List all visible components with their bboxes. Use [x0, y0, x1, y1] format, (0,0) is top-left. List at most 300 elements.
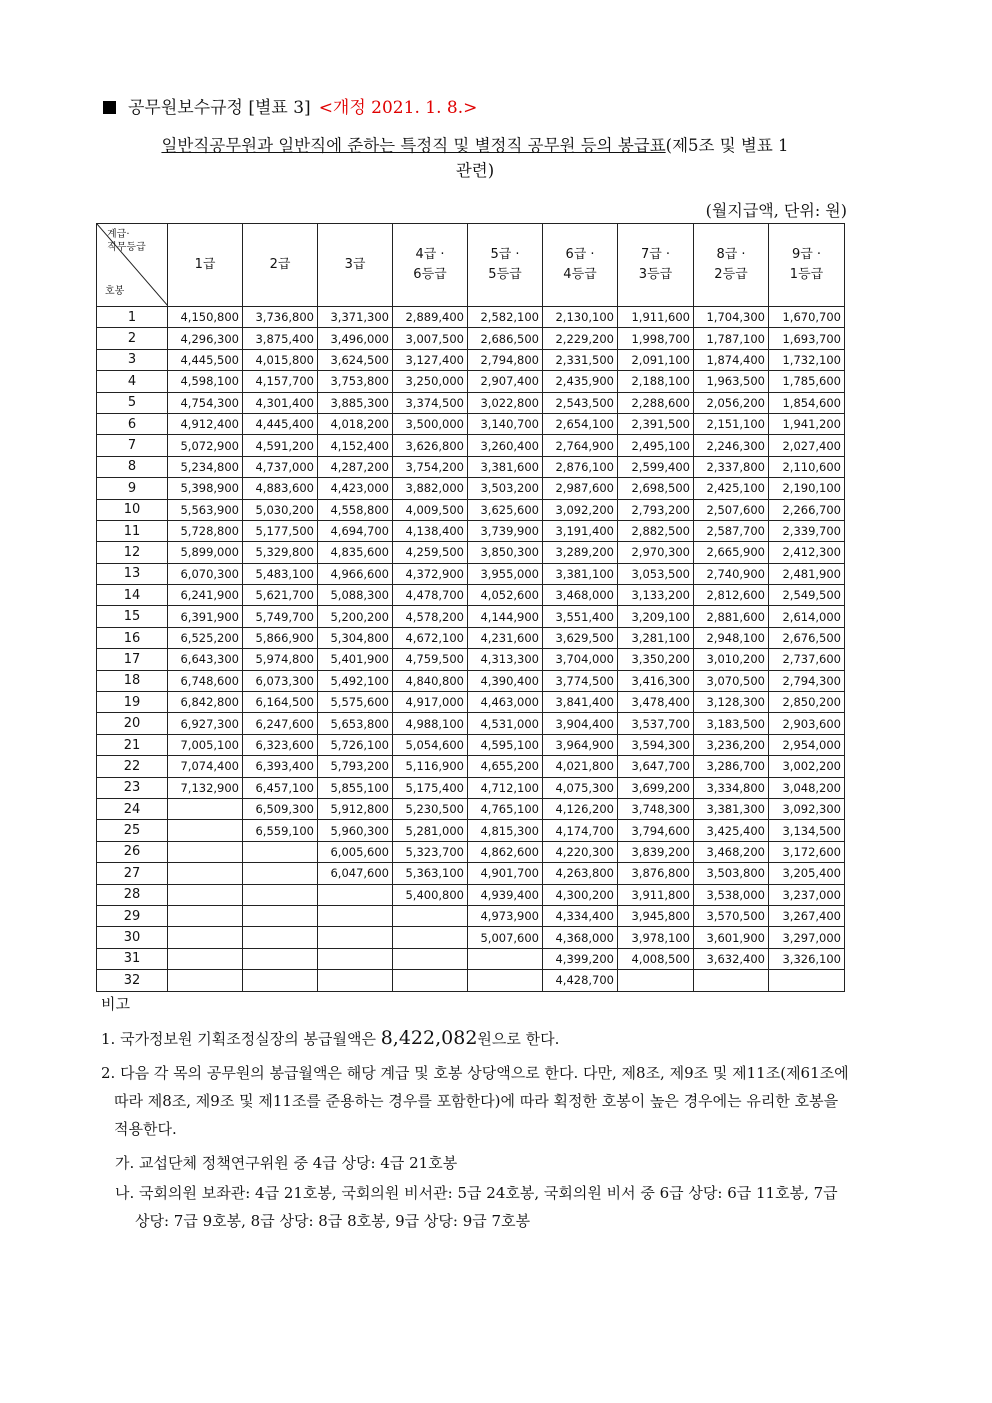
salary-cell: 3,022,800: [468, 392, 543, 413]
step-cell: 26: [97, 841, 168, 862]
salary-cell: 2,948,100: [694, 627, 769, 648]
step-cell: 11: [97, 520, 168, 541]
step-cell: 17: [97, 649, 168, 670]
salary-cell: 6,070,300: [168, 563, 243, 584]
salary-cell: 2,686,500: [468, 328, 543, 349]
salary-cell: 2,110,600: [769, 456, 845, 477]
step-cell: 15: [97, 606, 168, 627]
salary-cell: 4,672,100: [393, 627, 468, 648]
salary-cell: 3,267,400: [769, 905, 845, 926]
salary-cell: 3,191,400: [543, 520, 618, 541]
corner-grade-label: 계급· 직무등급: [107, 229, 146, 253]
salary-cell: 4,973,900: [468, 905, 543, 926]
salary-cell: 1,787,100: [694, 328, 769, 349]
salary-cell: 4,478,700: [393, 585, 468, 606]
regulation-title: 공무원보수규정 [별표 3]: [128, 98, 311, 118]
salary-cell: 2,507,600: [694, 499, 769, 520]
salary-cell: 3,629,500: [543, 627, 618, 648]
remark-item-2: 2. 다음 각 목의 공무원의 봉급월액은 해당 계급 및 호봉 상당액으로 한다. 다만, 제8조, 제9조 및 제11조(제61조에 따라 제8조, 제9조 및 제11조를 준용하는 경우를 포함한다)에 따라 획정한 호봉이 높은 경우에는 유리한 호봉을 적용한다.: [101, 1064, 849, 1138]
salary-cell: 4,287,200: [318, 456, 393, 477]
salary-cell: 3,538,000: [694, 884, 769, 905]
step-cell: 24: [97, 798, 168, 819]
salary-cell: 1,785,600: [769, 371, 845, 392]
step-cell: 4: [97, 371, 168, 392]
step-cell: 20: [97, 713, 168, 734]
salary-cell: [168, 841, 243, 862]
column-header: 3급: [318, 224, 393, 307]
step-cell: 18: [97, 670, 168, 691]
salary-cell: 4,052,600: [468, 585, 543, 606]
salary-cell: 3,496,000: [318, 328, 393, 349]
salary-cell: 4,531,000: [468, 713, 543, 734]
salary-cell: 2,764,900: [543, 435, 618, 456]
salary-cell: 5,563,900: [168, 499, 243, 520]
salary-cell: 4,917,000: [393, 692, 468, 713]
salary-cell: 5,175,400: [393, 777, 468, 798]
salary-cell: 3,570,500: [694, 905, 769, 926]
salary-cell: [468, 970, 543, 991]
table-row: [97, 670, 845, 691]
salary-cell: 3,551,400: [543, 606, 618, 627]
salary-cell: 3,503,200: [468, 478, 543, 499]
step-cell: 6: [97, 413, 168, 434]
salary-cell: 4,263,800: [543, 863, 618, 884]
table-row: [97, 499, 845, 520]
salary-cell: 6,927,300: [168, 713, 243, 734]
salary-cell: 5,726,100: [318, 734, 393, 755]
salary-cell: 3,876,800: [618, 863, 694, 884]
corner-header: [97, 224, 168, 307]
salary-cell: 4,075,300: [543, 777, 618, 798]
salary-cell: 2,331,500: [543, 349, 618, 370]
remark-item-1: 1. 국가정보원 기획조정실장의 봉급월액은 8,422,082원으로 한다.: [101, 1027, 560, 1049]
salary-cell: 3,092,300: [769, 798, 845, 819]
salary-table: [96, 223, 845, 992]
salary-cell: 3,911,800: [618, 884, 694, 905]
salary-cell: 4,712,100: [468, 777, 543, 798]
salary-cell: 3,626,800: [393, 435, 468, 456]
table-row: [97, 627, 845, 648]
salary-cell: 3,964,900: [543, 734, 618, 755]
table-title-ref-cont: 관련): [455, 161, 495, 180]
salary-cell: 6,047,600: [318, 863, 393, 884]
salary-cell: [243, 905, 318, 926]
salary-cell: 3,839,200: [618, 841, 694, 862]
salary-cell: 2,339,700: [769, 520, 845, 541]
salary-cell: 1,704,300: [694, 307, 769, 328]
salary-cell: 3,841,400: [543, 692, 618, 713]
table-row: [97, 734, 845, 755]
salary-cell: 3,699,200: [618, 777, 694, 798]
salary-cell: 2,793,200: [618, 499, 694, 520]
salary-cell: 6,509,300: [243, 798, 318, 819]
salary-cell: 1,670,700: [769, 307, 845, 328]
salary-cell: 3,048,200: [769, 777, 845, 798]
salary-cell: 4,912,400: [168, 413, 243, 434]
salary-cell: 3,503,800: [694, 863, 769, 884]
salary-cell: 6,748,600: [168, 670, 243, 691]
salary-cell: 5,400,800: [393, 884, 468, 905]
salary-cell: [618, 970, 694, 991]
salary-cell: [168, 927, 243, 948]
salary-cell: 4,018,200: [318, 413, 393, 434]
salary-cell: 6,457,100: [243, 777, 318, 798]
salary-cell: 2,495,100: [618, 435, 694, 456]
step-cell: 3: [97, 349, 168, 370]
salary-cell: 2,889,400: [393, 307, 468, 328]
salary-cell: 4,598,100: [168, 371, 243, 392]
table-title-ref: (제5조 및 별표 1: [665, 136, 789, 155]
salary-cell: 3,371,300: [318, 307, 393, 328]
salary-cell: 5,054,600: [393, 734, 468, 755]
column-header: 8급 · 2등급: [694, 224, 769, 307]
salary-cell: 6,393,400: [243, 756, 318, 777]
table-row: [97, 905, 845, 926]
table-row: [97, 307, 845, 328]
salary-cell: 2,229,200: [543, 328, 618, 349]
step-cell: 29: [97, 905, 168, 926]
salary-cell: [168, 798, 243, 819]
salary-cell: 6,323,600: [243, 734, 318, 755]
table-row: [97, 456, 845, 477]
salary-cell: [168, 884, 243, 905]
salary-cell: 3,885,300: [318, 392, 393, 413]
salary-cell: 3,070,500: [694, 670, 769, 691]
salary-cell: 2,850,200: [769, 692, 845, 713]
salary-cell: 1,732,100: [769, 349, 845, 370]
salary-cell: 7,074,400: [168, 756, 243, 777]
salary-cell: [243, 927, 318, 948]
salary-cell: 3,260,400: [468, 435, 543, 456]
table-row: [97, 692, 845, 713]
salary-cell: 2,987,600: [543, 478, 618, 499]
salary-cell: 4,296,300: [168, 328, 243, 349]
salary-cell: 3,537,700: [618, 713, 694, 734]
salary-cell: 4,988,100: [393, 713, 468, 734]
salary-cell: 3,955,000: [468, 563, 543, 584]
salary-cell: 6,842,800: [168, 692, 243, 713]
salary-cell: 3,945,800: [618, 905, 694, 926]
step-cell: 28: [97, 884, 168, 905]
salary-cell: 4,939,400: [468, 884, 543, 905]
salary-cell: 4,009,500: [393, 499, 468, 520]
table-row: [97, 563, 845, 584]
table-row: [97, 777, 845, 798]
salary-cell: 5,653,800: [318, 713, 393, 734]
salary-cell: 4,126,200: [543, 798, 618, 819]
salary-cell: 6,073,300: [243, 670, 318, 691]
salary-cell: 5,749,700: [243, 606, 318, 627]
salary-cell: [393, 970, 468, 991]
remarks-heading: 비고: [101, 995, 130, 1013]
table-row: [97, 349, 845, 370]
salary-cell: 5,401,900: [318, 649, 393, 670]
salary-cell: 4,655,200: [468, 756, 543, 777]
salary-cell: 3,794,600: [618, 820, 694, 841]
salary-cell: 3,183,500: [694, 713, 769, 734]
table-body: [97, 307, 845, 992]
table-row: [97, 392, 845, 413]
salary-cell: 3,468,200: [694, 841, 769, 862]
salary-cell: 2,246,300: [694, 435, 769, 456]
salary-cell: 6,559,100: [243, 820, 318, 841]
salary-cell: 4,368,000: [543, 927, 618, 948]
salary-cell: [318, 905, 393, 926]
table-row: [97, 884, 845, 905]
salary-cell: 3,350,200: [618, 649, 694, 670]
step-cell: 5: [97, 392, 168, 413]
salary-cell: 3,172,600: [769, 841, 845, 862]
salary-cell: 3,624,500: [318, 349, 393, 370]
salary-cell: 4,694,700: [318, 520, 393, 541]
salary-cell: 5,621,700: [243, 585, 318, 606]
step-cell: 31: [97, 948, 168, 969]
column-header: 1급: [168, 224, 243, 307]
salary-cell: 2,288,600: [618, 392, 694, 413]
salary-cell: 4,313,300: [468, 649, 543, 670]
step-cell: 32: [97, 970, 168, 991]
remark-sub-b: 나. 국회의원 보좌관: 4급 21호봉, 국회의원 비서관: 5급 24호봉, 국회의원 비서 중 6급 상당: 6급 11호봉, 7급 상당: 7급 9호봉, 8급 상당: 8급 8호봉, 9급 상당: 9급 7호봉: [115, 1184, 838, 1230]
step-cell: 7: [97, 435, 168, 456]
table-title-main: 일반직공무원과 일반직에 준하는 특정직 및 별정직 공무원 등의 봉급표: [161, 136, 666, 155]
salary-cell: 2,654,100: [543, 413, 618, 434]
salary-cell: 4,150,800: [168, 307, 243, 328]
salary-cell: [243, 970, 318, 991]
salary-cell: 5,281,000: [393, 820, 468, 841]
salary-cell: 2,970,300: [618, 542, 694, 563]
salary-cell: 2,665,900: [694, 542, 769, 563]
salary-cell: 6,005,600: [318, 841, 393, 862]
table-row: [97, 328, 845, 349]
table-row: [97, 478, 845, 499]
salary-cell: 4,220,300: [543, 841, 618, 862]
salary-cell: 4,840,800: [393, 670, 468, 691]
salary-cell: 7,132,900: [168, 777, 243, 798]
salary-cell: 5,974,800: [243, 649, 318, 670]
salary-cell: 3,326,100: [769, 948, 845, 969]
salary-cell: 6,643,300: [168, 649, 243, 670]
salary-cell: 4,008,500: [618, 948, 694, 969]
salary-cell: 4,144,900: [468, 606, 543, 627]
salary-cell: 5,398,900: [168, 478, 243, 499]
salary-cell: 3,007,500: [393, 328, 468, 349]
salary-cell: [168, 905, 243, 926]
salary-cell: [243, 884, 318, 905]
salary-cell: 3,002,200: [769, 756, 845, 777]
salary-cell: 4,883,600: [243, 478, 318, 499]
salary-cell: 3,978,100: [618, 927, 694, 948]
salary-cell: 5,793,200: [318, 756, 393, 777]
column-header: 2급: [243, 224, 318, 307]
salary-cell: 5,866,900: [243, 627, 318, 648]
salary-cell: 5,088,300: [318, 585, 393, 606]
salary-cell: 2,130,100: [543, 307, 618, 328]
salary-cell: 5,329,800: [243, 542, 318, 563]
salary-cell: 5,728,800: [168, 520, 243, 541]
salary-cell: 4,754,300: [168, 392, 243, 413]
salary-cell: 3,281,100: [618, 627, 694, 648]
salary-cell: 3,647,700: [618, 756, 694, 777]
column-header: 9급 · 1등급: [769, 224, 845, 307]
salary-cell: [393, 948, 468, 969]
salary-cell: 3,053,500: [618, 563, 694, 584]
remark-amount: 8,422,082: [380, 1027, 478, 1049]
salary-cell: 3,092,200: [543, 499, 618, 520]
salary-cell: 3,739,900: [468, 520, 543, 541]
table-header-row: [97, 224, 845, 307]
step-cell: 22: [97, 756, 168, 777]
salary-cell: 4,901,700: [468, 863, 543, 884]
salary-cell: 2,903,600: [769, 713, 845, 734]
salary-cell: 2,091,100: [618, 349, 694, 370]
column-header: 5급 · 5등급: [468, 224, 543, 307]
table-row: [97, 970, 845, 991]
salary-cell: 1,911,600: [618, 307, 694, 328]
salary-cell: 2,954,000: [769, 734, 845, 755]
remark-sub-a: 가. 교섭단체 정책연구위원 중 4급 상당: 4급 21호봉: [115, 1154, 458, 1172]
salary-cell: 5,177,500: [243, 520, 318, 541]
salary-cell: 2,266,700: [769, 499, 845, 520]
salary-cell: 3,205,400: [769, 863, 845, 884]
salary-cell: 2,481,900: [769, 563, 845, 584]
salary-cell: 2,907,400: [468, 371, 543, 392]
step-cell: 21: [97, 734, 168, 755]
salary-cell: 4,157,700: [243, 371, 318, 392]
salary-cell: 3,133,200: [618, 585, 694, 606]
table-row: [97, 841, 845, 862]
salary-cell: 3,209,100: [618, 606, 694, 627]
black-square-icon: [103, 101, 116, 114]
salary-cell: 2,337,800: [694, 456, 769, 477]
table-row: [97, 756, 845, 777]
salary-cell: 3,478,400: [618, 692, 694, 713]
salary-cell: 2,881,600: [694, 606, 769, 627]
step-cell: 23: [97, 777, 168, 798]
salary-cell: 4,835,600: [318, 542, 393, 563]
salary-cell: 5,912,800: [318, 798, 393, 819]
salary-cell: 3,237,000: [769, 884, 845, 905]
salary-cell: 4,737,000: [243, 456, 318, 477]
salary-cell: 2,188,100: [618, 371, 694, 392]
salary-cell: 1,874,400: [694, 349, 769, 370]
salary-cell: 3,381,300: [694, 798, 769, 819]
salary-cell: 5,855,100: [318, 777, 393, 798]
table-row: [97, 606, 845, 627]
table-row: [97, 542, 845, 563]
salary-cell: 2,614,000: [769, 606, 845, 627]
unit-note: (월지급액, 단위: 원): [705, 201, 847, 220]
salary-cell: 2,737,600: [769, 649, 845, 670]
salary-cell: 4,372,900: [393, 563, 468, 584]
salary-cell: 3,381,600: [468, 456, 543, 477]
salary-cell: 2,582,100: [468, 307, 543, 328]
salary-cell: 3,632,400: [694, 948, 769, 969]
salary-cell: 2,812,600: [694, 585, 769, 606]
salary-cell: 1,998,700: [618, 328, 694, 349]
salary-cell: 5,323,700: [393, 841, 468, 862]
salary-cell: 6,391,900: [168, 606, 243, 627]
salary-cell: 4,300,200: [543, 884, 618, 905]
table-row: [97, 863, 845, 884]
salary-cell: 5,492,100: [318, 670, 393, 691]
salary-cell: 2,151,100: [694, 413, 769, 434]
salary-cell: 5,304,800: [318, 627, 393, 648]
salary-cell: 2,435,900: [543, 371, 618, 392]
salary-cell: 2,056,200: [694, 392, 769, 413]
salary-cell: 3,286,700: [694, 756, 769, 777]
salary-cell: 4,862,600: [468, 841, 543, 862]
step-cell: 10: [97, 499, 168, 520]
salary-cell: 6,164,500: [243, 692, 318, 713]
salary-cell: 4,390,400: [468, 670, 543, 691]
salary-cell: 4,138,400: [393, 520, 468, 541]
salary-cell: 2,391,500: [618, 413, 694, 434]
salary-cell: 4,595,100: [468, 734, 543, 755]
salary-cell: 3,468,000: [543, 585, 618, 606]
salary-cell: 4,301,400: [243, 392, 318, 413]
salary-cell: 4,334,400: [543, 905, 618, 926]
salary-cell: 4,765,100: [468, 798, 543, 819]
salary-cell: 2,876,100: [543, 456, 618, 477]
salary-cell: 3,500,000: [393, 413, 468, 434]
table-row: [97, 585, 845, 606]
salary-cell: [318, 948, 393, 969]
salary-cell: 3,127,400: [393, 349, 468, 370]
salary-cell: 3,754,200: [393, 456, 468, 477]
salary-cell: 4,423,000: [318, 478, 393, 499]
salary-cell: 3,882,000: [393, 478, 468, 499]
salary-cell: 3,601,900: [694, 927, 769, 948]
salary-cell: 5,230,500: [393, 798, 468, 819]
step-cell: 16: [97, 627, 168, 648]
salary-cell: 4,152,400: [318, 435, 393, 456]
salary-cell: 2,587,700: [694, 520, 769, 541]
step-cell: 8: [97, 456, 168, 477]
step-cell: 19: [97, 692, 168, 713]
salary-cell: [393, 927, 468, 948]
table-title: [95, 133, 855, 183]
salary-cell: 6,241,900: [168, 585, 243, 606]
salary-cell: 3,753,800: [318, 371, 393, 392]
salary-cell: 4,231,600: [468, 627, 543, 648]
salary-cell: [168, 948, 243, 969]
salary-cell: [243, 948, 318, 969]
corner-step-label: 호봉: [105, 286, 125, 297]
salary-cell: [243, 841, 318, 862]
salary-cell: [168, 863, 243, 884]
step-cell: 13: [97, 563, 168, 584]
salary-cell: 3,128,300: [694, 692, 769, 713]
salary-cell: 5,234,800: [168, 456, 243, 477]
table-row: [97, 435, 845, 456]
salary-cell: 3,904,400: [543, 713, 618, 734]
salary-cell: 1,693,700: [769, 328, 845, 349]
salary-cell: 1,854,600: [769, 392, 845, 413]
salary-cell: 2,794,300: [769, 670, 845, 691]
salary-cell: 3,850,300: [468, 542, 543, 563]
salary-cell: 3,374,500: [393, 392, 468, 413]
salary-cell: 5,116,900: [393, 756, 468, 777]
salary-cell: 4,463,000: [468, 692, 543, 713]
salary-cell: 3,625,600: [468, 499, 543, 520]
step-cell: 27: [97, 863, 168, 884]
table-row: [97, 820, 845, 841]
table-row: [97, 649, 845, 670]
salary-cell: 3,140,700: [468, 413, 543, 434]
salary-cell: 4,445,500: [168, 349, 243, 370]
salary-cell: 3,774,500: [543, 670, 618, 691]
salary-cell: [769, 970, 845, 991]
